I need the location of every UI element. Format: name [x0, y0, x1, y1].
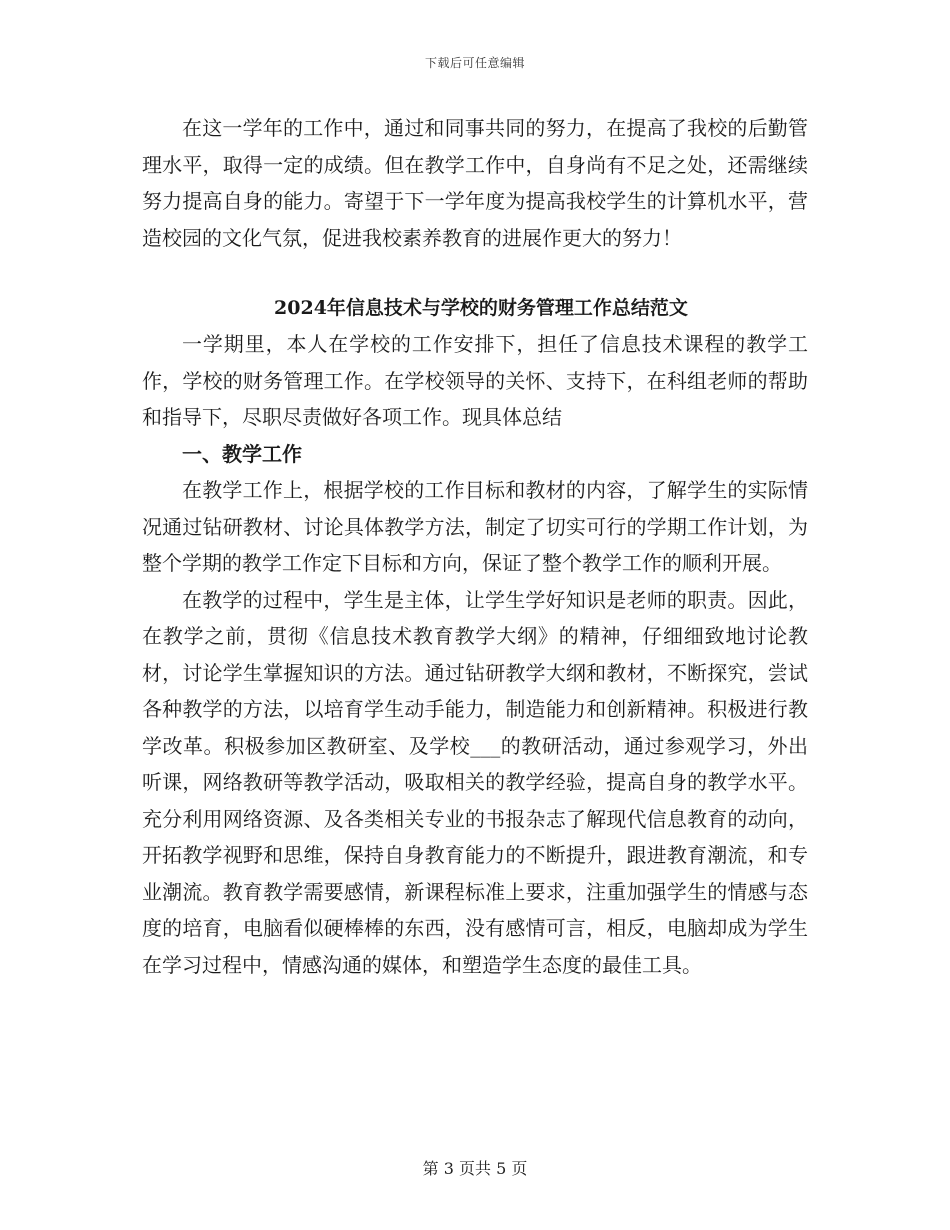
subheading-teaching-work: 一、教学工作 — [182, 441, 302, 466]
teaching-paragraph-1: 在教学工作上，根据学校的工作目标和教材的内容，了解学生的实际情况通过钻研教材、讨论具体教学方法，制定了切实可行的学期工作计划，为整个学期的教学工作定下目标和方向，保证了整个教学工作的顺利开展。 — [142, 478, 808, 575]
page-number-footer: 第 3 页共 5 页 — [422, 1159, 528, 1178]
teaching-paragraph-2: 在教学的过程中，学生是主体，让学生学好知识是老师的职责。因此，在教学之前，贯彻《信息技术教育教学大纲》的精神，仔细细致地讨论教材，讨论学生掌握知识的方法。通过钻研教学大纲和教材，不断探究，尝试各种教学的方法，以培育学生动手能力，制造能力和创新精神。积极进行教学改革。积极参加区教研室、及学校___的教研活动，通过参观学习，外出听课，网络教研等教学活动，吸取相关的教学经验，提高自身的教学水平。充分利用网络资源、及各类相关专业的书报杂志了解现代信息教育的动向，开拓教学视野和思维，保持自身教育能力的不断提升，跟进教育潮流，和专业潮流。教育教学需要感情，新课程标准上要求，注重加强学生的情感与态度的培育，电脑看似硬棒棒的东西，没有感情可言，相反，电脑却成为学生在学习过程中，情感沟通的媒体，和塑造学生态度的最佳工具。 — [142, 587, 808, 977]
page-header-note: 下载后可任意编辑 — [424, 56, 525, 70]
section-intro-paragraph: 一学期里，本人在学校的工作安排下，担任了信息技术课程的教学工作，学校的财务管理工作。在学校领导的关怀、支持下，在科组老师的帮助和指导下，尽职尽责做好各项工作。现具体总结 — [142, 332, 808, 429]
section-title: 2024年信息技术与学校的财务管理工作总结范文 — [274, 297, 688, 319]
paragraph-spacer — [142, 256, 808, 290]
document-body — [142, 110, 808, 983]
intro-paragraph: 在这一学年的工作中，通过和同事共同的努力，在提高了我校的后勤管理水平，取得一定的成绩。但在教学工作中，自身尚有不足之处，还需继续努力提高自身的能力。寄望于下一学年度为提高我校学生的计算机水平，营造校园的文化气氛，促进我校素养教育的进展作更大的努力！ — [142, 116, 808, 250]
